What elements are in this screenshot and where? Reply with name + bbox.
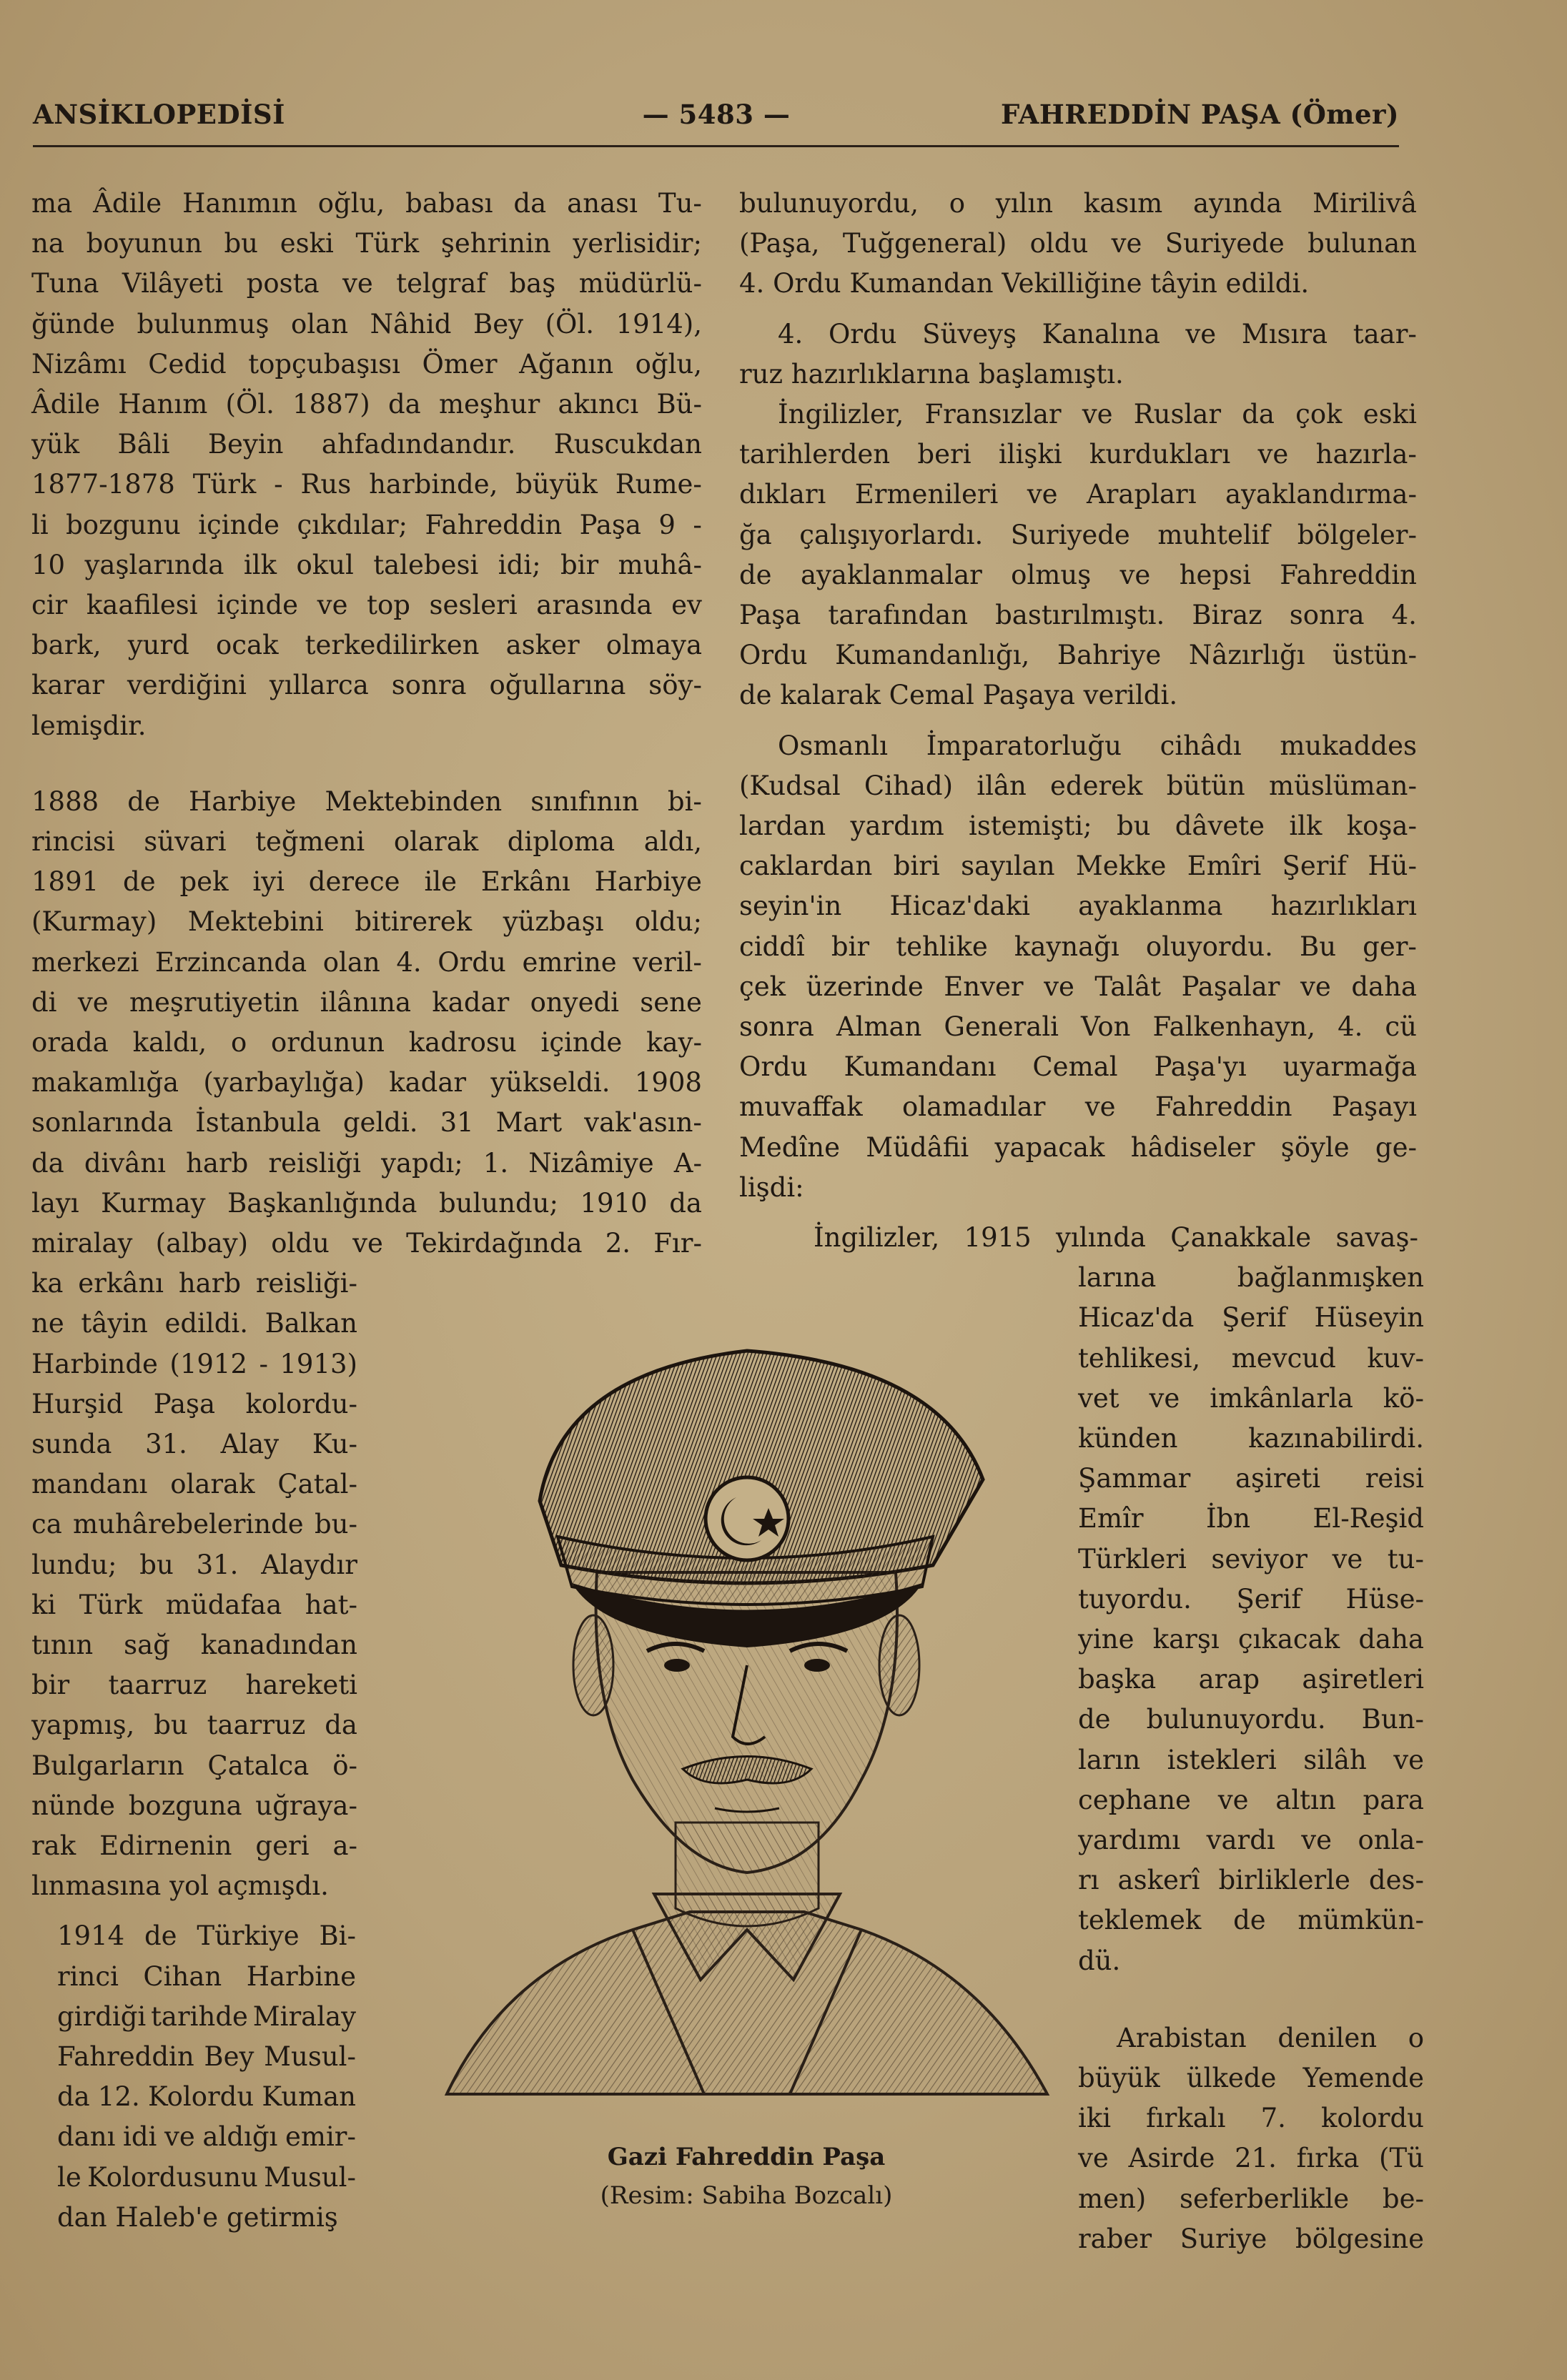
right-column-text-line: sonra Alman Generali Von Falkenhayn, 4. cü [739,1011,1417,1042]
right-column-text-line: teklemek de mümkün- [1078,1905,1424,1936]
portrait-illustration [418,1265,1074,2123]
left-column-text-line: makamlığa (yarbaylığa) kadar yükseldi. 1908 [31,1067,702,1099]
right-column-text-line: Emîr İbn El-Reşid [1078,1503,1424,1534]
right-column-text-line: raber Suriye bölgesine [1078,2223,1424,2254]
right-column-text-line: cephane ve altın para [1078,1784,1424,1815]
right-column-text-line: başka arap aşiretleri [1078,1664,1424,1695]
left-column-text-line: ne tâyin edildi. Balkan [31,1308,357,1339]
left-column-text-line: sonlarında İstanbula geldi. 31 Mart vak'asın- [31,1107,702,1139]
right-column-text-line: tehlikesi, mevcud kuv- [1078,1342,1424,1374]
right-column-text-line: İngilizler, Fransızlar ve Ruslar da çok eski [778,399,1417,430]
right-column-text-line: vet ve imkânlarla kö- [1078,1382,1424,1414]
right-column-text-line: ların istekleri silâh ve [1078,1744,1424,1775]
left-column-text-line: ka erkânı harb reisliği- [31,1268,357,1299]
left-column-text-line: (Kurmay) Mektebini bitirerek yüzbaşı oldu; [31,906,702,938]
left-column-text-line: cir kaafilesi içinde ve top sesleri arasında ev [31,590,702,620]
page-number: — 5483 — [642,99,791,130]
right-column-text-line: (Paşa, Tuğgeneral) oldu ve Suriyede bulunan [739,228,1417,259]
left-column-text-line: merkezi Erzincanda olan 4. Ordu emrine veril- [31,946,702,978]
right-column-text-line: iki fırkalı 7. kolordu [1078,2103,1424,2134]
left-column-text-line: 1888 de Harbiye Mektebinden sınıfının bi- [31,785,702,817]
right-column-text-line: tarihlerden beri ilişki kurdukları ve hazırla- [739,439,1417,470]
left-column-text-line: 1877-1878 Türk - Rus harbinde, büyük Rume- [31,469,702,500]
right-column-text-line: caklardan biri sayılan Mekke Emîri Şerif Hü- [739,851,1417,882]
right-column-text-line: dü. [1078,1945,1121,1976]
left-column-text-line: na boyunun bu eski Türk şehrinin yerlisidir; [31,228,702,259]
left-column-text-line: da 12. Kolordu Kuman [57,2081,356,2113]
right-column-text-line: çek üzerinde Enver ve Talât Paşalar ve daha [739,971,1417,1002]
right-column-text-line: muvaffak olamadılar ve Fahreddin Paşayı [739,1091,1417,1123]
right-column-text-line: Şammar aşireti reisi [1078,1463,1424,1494]
left-column-text-line: 10 yaşlarında ilk okul talebesi idi; bir muhâ- [31,549,702,580]
left-column-text-line: lundu; bu 31. Alaydır [31,1549,357,1580]
right-column-text-line: Medîne Müdâfii yapacak hâdiseler şöyle ge- [739,1131,1417,1163]
right-column-text-line: yardımı vardı ve onla- [1078,1825,1424,1855]
right-column-text-line: büyük ülkede Yemende [1078,2063,1424,2093]
left-column-text-line: Fahreddin Bey Musul- [57,2041,356,2072]
right-column-text-line: larına bağlanmışken [1078,1262,1424,1294]
left-column-text-line: lemişdir. [31,710,147,741]
right-column-text-line: İngilizler, 1915 yılında Çanakkale savaş- [814,1222,1418,1253]
left-column-text-line: 1914 de Türkiye Bi- [57,1920,356,1952]
right-column-text-line: künden kazınabilirdi. [1078,1423,1424,1454]
left-column-text-line: miralay (albay) oldu ve Tekirdağında 2. Fır- [31,1228,702,1259]
right-column-text-line: seyin'in Hicaz'daki ayaklanma hazırlıkları [739,891,1417,922]
left-column-text-line: dan Haleb'e getirmiş [57,2201,338,2233]
left-column-text-line: orada kaldı, o ordunun kadrosu içinde kay- [31,1027,702,1058]
left-column-text-line: ma Âdile Hanımın oğlu, babası da anası Tu- [31,188,702,219]
right-column-text-line: Ordu Kumandanlığı, Bahriye Nâzırlığı üstün- [739,640,1417,671]
right-column-text-line: Türkleri seviyor ve tu- [1078,1543,1424,1575]
left-column-text-line: tının sağ kanadından [31,1630,357,1660]
right-column-text-line: ve Asirde 21. fırka (Tü [1078,2143,1424,2174]
right-column-text-line: Osmanlı İmparatorluğu cihâdı mukaddes [778,730,1417,761]
right-column-text-line: de kalarak Cemal Paşaya verildi. [739,680,1178,711]
left-column-text-line: bir taarruz hareketi [31,1670,357,1701]
left-column-text-line: ki Türk müdafaa hat- [31,1589,357,1620]
right-column-text-line: bulunuyordu, o yılın kasım ayında Mirilivâ [739,188,1417,219]
left-column-text-line: rincisi süvari teğmeni olarak diploma aldı, [31,826,702,857]
portrait-caption-credit: (Resim: Sabiha Bozcalı) [600,2181,893,2210]
left-column-text-line: mandanı olarak Çatal- [31,1469,357,1500]
right-column-text-line: Paşa tarafından bastırılmıştı. Biraz sonra 4. [739,600,1417,630]
right-column-text-line: ciddî bir tehlike kaynağı oluyordu. Bu ger- [739,931,1417,962]
left-column-text-line: yük Bâli Beyin ahfadındandır. Ruscukdan [31,429,702,460]
left-column-text-line: Âdile Hanım (Öl. 1887) da meşhur akıncı Bü- [31,389,702,420]
article-title: FAHREDDİN PAŞA (Ömer) [1001,99,1399,130]
left-column-text-line: karar verdiğini yıllarca sonra oğullarına söy- [31,670,702,701]
left-column-text-line: rak Edirnenin geri a- [31,1830,357,1861]
left-column-text-line: Hurşid Paşa kolordu- [31,1388,357,1419]
left-column-text-line: Nizâmı Cedid topçubaşısı Ömer Ağanın oğlu, [31,348,702,380]
right-column-text-line: lişdi: [739,1171,804,1203]
portrait-caption-title: Gazi Fahreddin Paşa [607,2143,886,2171]
right-column-text-line: Arabistan denilen o [1117,2022,1424,2053]
left-column-text-line: ca muhârebelerinde bu- [31,1509,357,1540]
left-column-text-line: yapmış, bu taarruz da [31,1710,357,1741]
left-column-text-line: nünde bozguna uğraya- [31,1790,357,1821]
right-column-text-line: lardan yardım istemişti; bu dâvete ilk koşa- [739,810,1417,841]
left-column-text-line: le Kolordusunu Musul- [57,2161,356,2193]
right-column-text-line: 4. Ordu Süveyş Kanalına ve Mısıra taar- [778,318,1417,349]
left-column-text-line: Tuna Vilâyeti posta ve telgraf baş müdürlü- [31,268,702,299]
header-rule [33,145,1399,147]
left-column-text-line: danı idi ve aldığı emir- [57,2121,356,2153]
right-column-text-line: 4. Ordu Kumandan Vekilliğine tâyin edildi. [739,268,1310,299]
right-column-text-line: dıkları Ermenileri ve Arapları ayaklandırma- [739,479,1417,510]
right-column-text-line: ğa çalışıyorlardı. Suriyede muhtelif bölgeler- [739,519,1417,550]
left-column-text-line: rinci Cihan Harbine [57,1960,356,1992]
right-column-text-line: men) seferberlikle be- [1078,2183,1424,2214]
left-column-text-line: Bulgarların Çatalca ö- [31,1750,357,1781]
left-column-text-line: li bozgunu içinde çıkdılar; Fahreddin Paşa 9 - [31,509,702,540]
left-column-text-line: Harbinde (1912 - 1913) [31,1348,357,1379]
left-column-text-line: 1891 de pek iyi derece ile Erkânı Harbiye [31,866,702,898]
left-column-text-line: girdiği tarihde Miralay [57,2000,356,2032]
left-column-text-line: sunda 31. Alay Ku- [31,1429,357,1459]
left-column-text-line: ğünde bulunmuş olan Nâhid Bey (Öl. 1914), [31,308,702,339]
left-column-text-line: bark, yurd ocak terkedilirken asker olmaya [31,630,702,661]
left-column-text-line: lınmasına yol açmışdı. [31,1870,329,1902]
right-column-text-line: ruz hazırlıklarına başlamıştı. [739,358,1124,390]
right-column-text-line: yine karşı çıkacak daha [1078,1624,1424,1655]
left-column-text-line: layı Kurmay Başkanlığında bulundu; 1910 da [31,1187,702,1219]
right-column-text-line: Hicaz'da Şerif Hüseyin [1078,1302,1424,1334]
right-column-text-line: Ordu Kumandanı Cemal Paşa'yı uyarmağa [739,1051,1417,1083]
right-column-text-line: de ayaklanmalar olmuş ve hepsi Fahreddin [739,559,1417,590]
left-column-text-line: da divânı harb reisliği yapdı; 1. Nizâmiye A- [31,1147,702,1179]
header-encyclopedia-name: ANSİKLOPEDİSİ [33,99,285,130]
right-column-text-line: rı askerî birliklerle des- [1078,1865,1424,1896]
right-column-text-line: (Kudsal Cihad) ilân ederek bütün müslüman- [739,770,1417,801]
left-column-text-line: di ve meşrutiyetin ilânına kadar onyedi sene [31,986,702,1018]
right-column-text-line: de bulunuyordu. Bun- [1078,1704,1424,1735]
right-column-text-line: tuyordu. Şerif Hüse- [1078,1583,1424,1615]
